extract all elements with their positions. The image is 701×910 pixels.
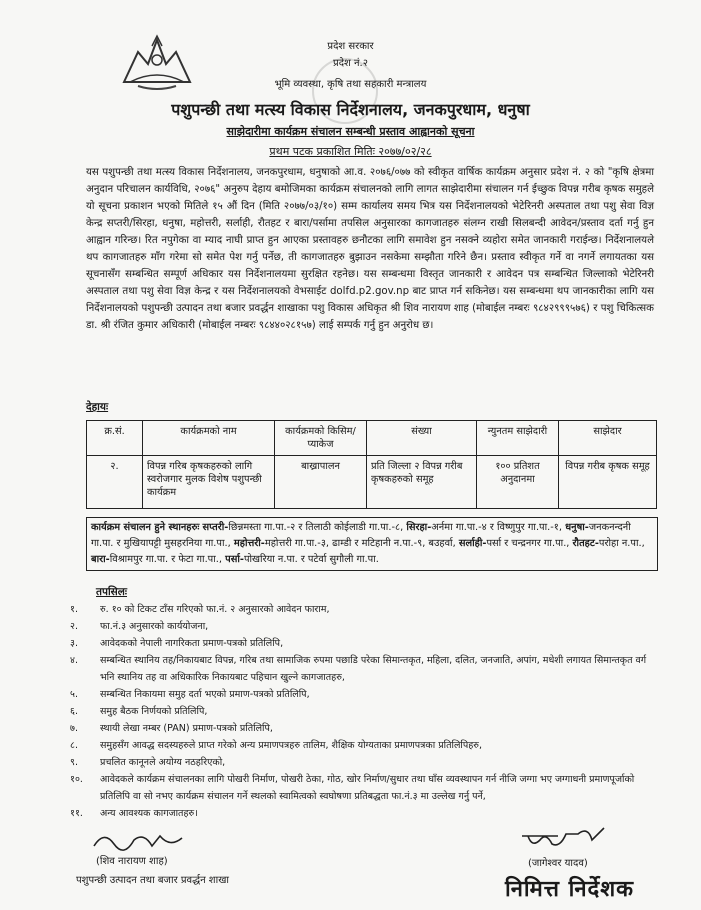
schedule-title: तपसिलः [96,586,128,598]
signatory-left-name: (शिव नारायण शाह) [96,856,168,867]
list-item [70,601,660,618]
list-item [70,771,660,805]
sarlahi-locations: पर्सा र चन्द्रनगर गा.पा., [486,538,570,549]
locations-label: कार्यक्रम संचालन हुने स्थानहरुः [91,522,200,533]
header-directorate: पशुपन्छी तथा मत्स्य विकास निर्देशनालय, जनकपुरधाम, धनुषा [171,100,530,119]
signatory-left-branch: पशुपन्छी उत्पादन तथा बजार प्रवर्द्धन शाखा [76,875,229,886]
table-label: देहायः [86,401,109,413]
item-number: ७. [70,723,78,734]
header-province-number: प्रदेश नं.२ [333,58,368,69]
item-text: अन्य आवश्यक कागजातहरु। [100,808,198,819]
col-program-name: कार्यक्रमको नाम [143,421,275,456]
cell-program-name: विपन्न गरिब कृषकहरुको लागि स्वरोजगार मुलक विशेष पशुपन्छी कार्यक्रम [143,456,275,509]
signatory-right-name: (जागेश्वर यादव) [528,858,588,869]
header-ministry: भूमि व्यवस्था, कृषि तथा सहकारी मन्त्रालय [274,79,427,90]
signature-right-icon [518,822,608,852]
item-number: ९. [70,757,78,768]
list-item [70,635,660,652]
parsa-label: पर्सा- [225,554,244,565]
col-count: संख्या [367,421,477,456]
cell-partner: विपन्न गरीब कृषक समूह [559,456,657,509]
list-item [70,652,660,686]
item-number: ४. [70,655,78,666]
item-text: सम्बन्धित निकायमा समुह दर्ता भएको प्रमाण-पत्रको प्रतिलिपि, [100,689,310,700]
dhanusha-label: धनुषा- [565,522,589,533]
item-text: रु. १० को टिकट टाँस गरिएको फा.नं. २ अनुसारको आवेदन फाराम, [100,604,330,615]
item-text: प्रचलित कानूनले अयोग्य नठहरिएको, [100,757,226,768]
saptari-locations: छिन्नमस्ता गा.पा.-२ र तिलाठी कोईलाडी गा.पा.-८, [228,522,404,533]
mahottari-locations: महोत्तरी गा.पा.-३, ढाम्डी र मटिहानी न.पा.-९, बउहर्वा, [264,538,456,549]
col-serial: क्र.सं. [87,421,143,456]
col-partner: साझेदार [559,421,657,456]
program-locations [86,517,658,571]
col-min-share: न्युनतम साझेदारी [477,421,559,456]
parsa-locations: पोखरिया न.पा. र पटेर्वा सुगौली गा.पा. [243,554,379,565]
signature-left-icon [90,828,250,852]
item-text: स्थायी लेखा नम्बर (PAN) प्रमाण-पत्रको प्रतिलिपि, [100,723,273,734]
bara-locations: विश्रामपुर गा.पा. र फेटा गा.पा., [109,554,223,565]
notice-title: साझेदारीमा कार्यक्रम संचालन सम्बन्धी प्रस्ताव आह्वानको सूचना [226,125,475,138]
table-header-row [87,421,657,456]
list-item [70,754,660,771]
item-text: समुहसँग आवद्ध सदस्यहरुले प्राप्त गरेको अन्य प्रमाणपत्रहरु तालिम, शैक्षिक योग्यताका प्रमाणपत्रका प्रतिलिपिहरु, [100,740,482,751]
item-number: २. [70,621,78,632]
item-number: १०. [70,774,83,785]
cell-serial: २. [87,456,143,509]
notice-body: यस पशुपन्छी तथा मत्स्य विकास निर्देशनालय, जनकपुरधाम, धनुषाको आ.व. २०७६/०७७ को स्वीकृत वार्षिक कार्यक्रम अनुसार प्रदेश नं. २ को "कृषि क्षेत्रमा अनुदान परिचालन कार्यविधि, २०७६" अनुरुप देहाय बमोजिमका कार्यक्रम संचालनको लागि लागत साझेदारीमा संचालन गर्न ईच्छुक विपन्न गरीब कृषक समुहले यो सूचना प्रकाशन भएको मितिले १५ औं दिन (मिति २०७७/०३/१०) सम्म कार्यालय समय भित्र यस निर्देशनालयको भेटेरिनरी अस्पताल तथा पशु सेवा विज्ञ केन्द्र सप्तरी/सिरहा, धनुषा, महोत्तरी, सर्लाही, रौतहट र बारा/पर्सामा तपसिल अनुसारका कागजातहरु संलग्न राखी सिलबन्दी आवेदन/प्रस्ताव दर्ता गर्नु हुन आह्वान गरिन्छ। रित नपुगेका वा म्याद नाघी प्राप्त हुन आएका प्रस्तावहरु छनौटका लागि समावेश हुन नसक्ने व्यहोरा समेत जानकारी गराईन्छ। निर्देशनालयले थप कागजातहरु माँग गरेमा सो समेत पेश गर्नु पर्नेछ, ती कागजातहरु बुझाउन नसकेमा सम्झौता गरिने छैन। प्रस्ताव स्वीकृत गर्ने वा नगर्ने लगायतका यस सूचनासँग सम्बन्धित सम्पूर्ण अधिकार यस निर्देशनालयमा सुरक्षित रहनेछ। यस सम्बन्धमा विस्तृत जानकारी र आवेदन पत्र सम्बन्धित जिल्लाको भेटेरिनरी अस्पताल तथा पशु सेवा विज्ञ केन्द्र र यस निर्देशनालयको वेभसाईट dolfd.p2.gov.np बाट प्राप्त गर्न सकिनेछ। यस सम्बन्धमा थप जानकारीका लागि यस निर्देशनालयको पशुपन्छी उत्पादन तथा बजार प्रवर्द्धन शाखाका पशु विकास अधिकृत श्री शिव नारायण शाह (मोबाईल नम्बरः ९८४२९९९५७६) र पशु चिकित्सक डा. श्री रंजित कुमार अधिकारी (मोबाईल नम्बरः ९८४४०२८१५७) लाई सम्पर्क गर्नु हुन अनुरोध छ। [86,167,654,331]
list-item [70,703,660,720]
cell-count: प्रति जिल्ला २ विपन्न गरीब कृषकहरुको समूह [367,456,477,509]
item-text: आवेदकले कार्यक्रम संचालनका लागि पोखरी निर्माण, पोखरी ठेका, गोठ, खोर निर्माण/सुधार तथा घाँस व्यवस्थापन गर्न नीजि जग्गा भए जग्गाधनी प्रमाणपूर्जाको प्रतिलिपि वा सो नभए कार्यक्रम संचालन गर्ने स्थलको स्वामित्वको स्वघोषणा प्रतिबद्धता फा.नं.३ मा उल्लेख गर्नु पर्ने, [100,774,635,802]
rautahat-label: रौतहट- [572,538,599,549]
item-number: ३. [70,638,78,649]
item-text: समुह बैठक निर्णयको प्रतिलिपि, [100,706,208,717]
siraha-locations: अर्नमा गा.पा.-४ र विष्णुपुर गा.पा.-१, [431,522,563,533]
schedule-list [70,601,660,822]
col-program-type: कार्यक्रमको किसिम/प्याकेज [275,421,367,456]
cell-min-share: १०० प्रतिशत अनुदानमा [477,456,559,509]
list-item [70,737,660,754]
siraha-label: सिरहा- [406,522,432,533]
item-number: ११. [70,808,83,819]
item-number: ६. [70,706,78,717]
mahottari-label: महोत्तरी- [233,538,265,549]
list-item [70,805,660,822]
list-item [70,720,660,737]
program-table [86,420,657,509]
signatory-right-title: निमित्त निर्देशक [505,877,635,902]
list-item [70,686,660,703]
item-text: फा.नं.३ अनुसारको कार्ययोजना, [100,621,209,632]
rautahat-locations: परोहा न.पा., [598,538,645,549]
sarlahi-label: सर्लाही- [458,538,487,549]
item-text: आवेदकको नेपाली नागरिकता प्रमाण-पत्रको प्रतिलिपि, [100,638,284,649]
dhanusha-locations: जनकनन्दनी गा.पा. र मुखियापट्टी मुसहरनिया गा.पा., [91,522,631,549]
item-number: ५. [70,689,78,700]
cell-program-type: बाख्रापालन [275,456,367,509]
item-number: ८. [70,740,78,751]
table-row [87,456,657,509]
publish-date: प्रथम पटक प्रकाशित मितिः २०७७/०२/२८ [269,145,432,158]
header-province-government: प्रदेश सरकार [327,41,374,52]
item-number: १. [70,604,78,615]
saptari-label: सप्तरी- [202,522,229,533]
bara-label: बारा- [91,554,110,565]
list-item [70,618,660,635]
item-text: सम्बन्धित स्थानिय तह/निकायबाट विपन्न, गरिब तथा सामाजिक रुपमा पछाडि परेका सिमान्तकृत, महिला, दलित, जनजाति, अपांग, मधेशी लगायत सिमान्तकृत वर्ग भनि स्थानिय तह वा अधिकारिक निकायबाट पहिचान खुल्ने कागजातहरु, [100,655,647,683]
